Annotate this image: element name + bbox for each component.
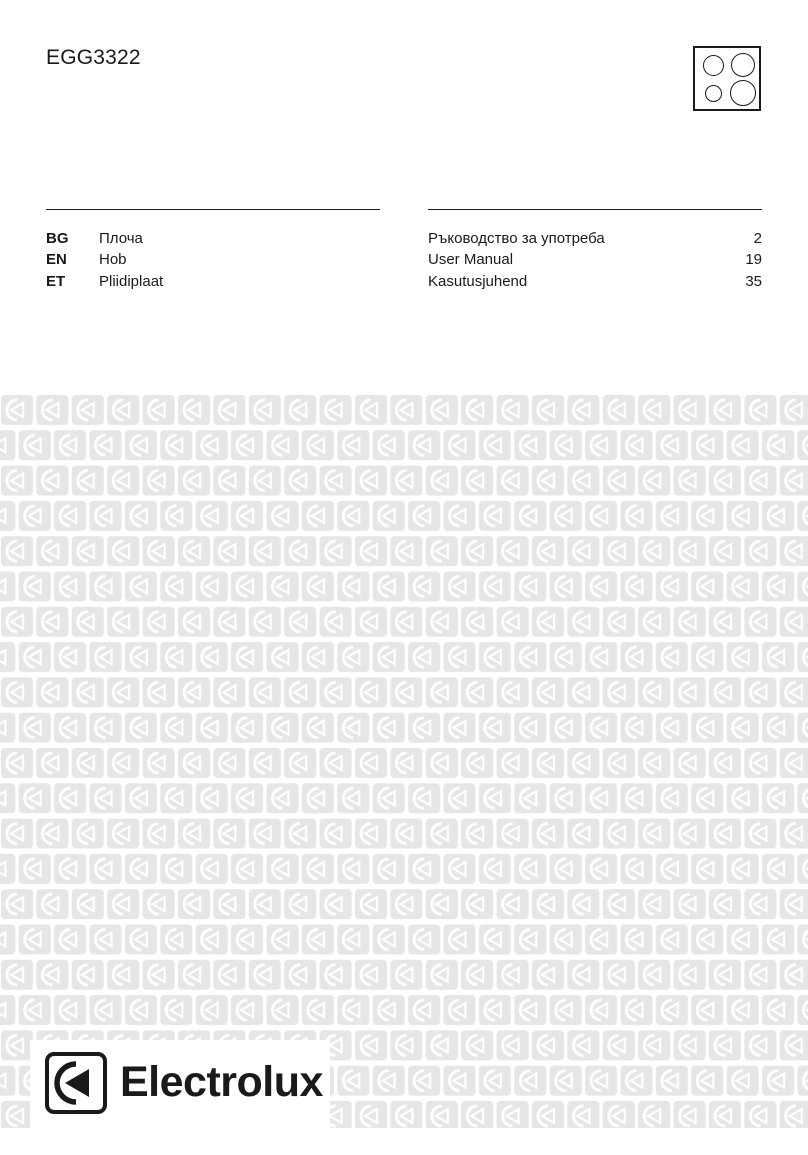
burner-bottom-right [730,80,756,106]
language-code: ET [46,273,66,290]
product-name: Плоча [99,230,143,247]
product-name: Hob [99,251,127,268]
four-burner-hob-icon [693,46,761,111]
language-code: BG [46,230,69,247]
logo-pattern-background [0,394,808,1128]
contents-row-en [0,251,808,273]
divider-right [428,209,762,210]
page-number: 19 [745,251,762,268]
brand-logo [30,1040,330,1128]
page-number: 35 [745,273,762,290]
manual-title: User Manual [428,251,514,268]
brand-name: Electrolux [120,1058,323,1106]
burner-bottom-left [705,85,722,102]
model-name: EGG3322 [46,46,141,69]
page-number: 2 [753,230,762,247]
manual-title: Ръководство за употреба [428,230,605,247]
product-name: Pliidiplaat [99,273,164,290]
burner-top-left [703,55,724,76]
burner-top-right [731,53,755,77]
manual-title: Kasutusjuhend [428,273,528,290]
divider-left [46,209,380,210]
contents-row-et [0,273,808,295]
contents-row-bg [0,230,808,252]
electrolux-logo-icon [45,1052,107,1114]
language-code: EN [46,251,67,268]
